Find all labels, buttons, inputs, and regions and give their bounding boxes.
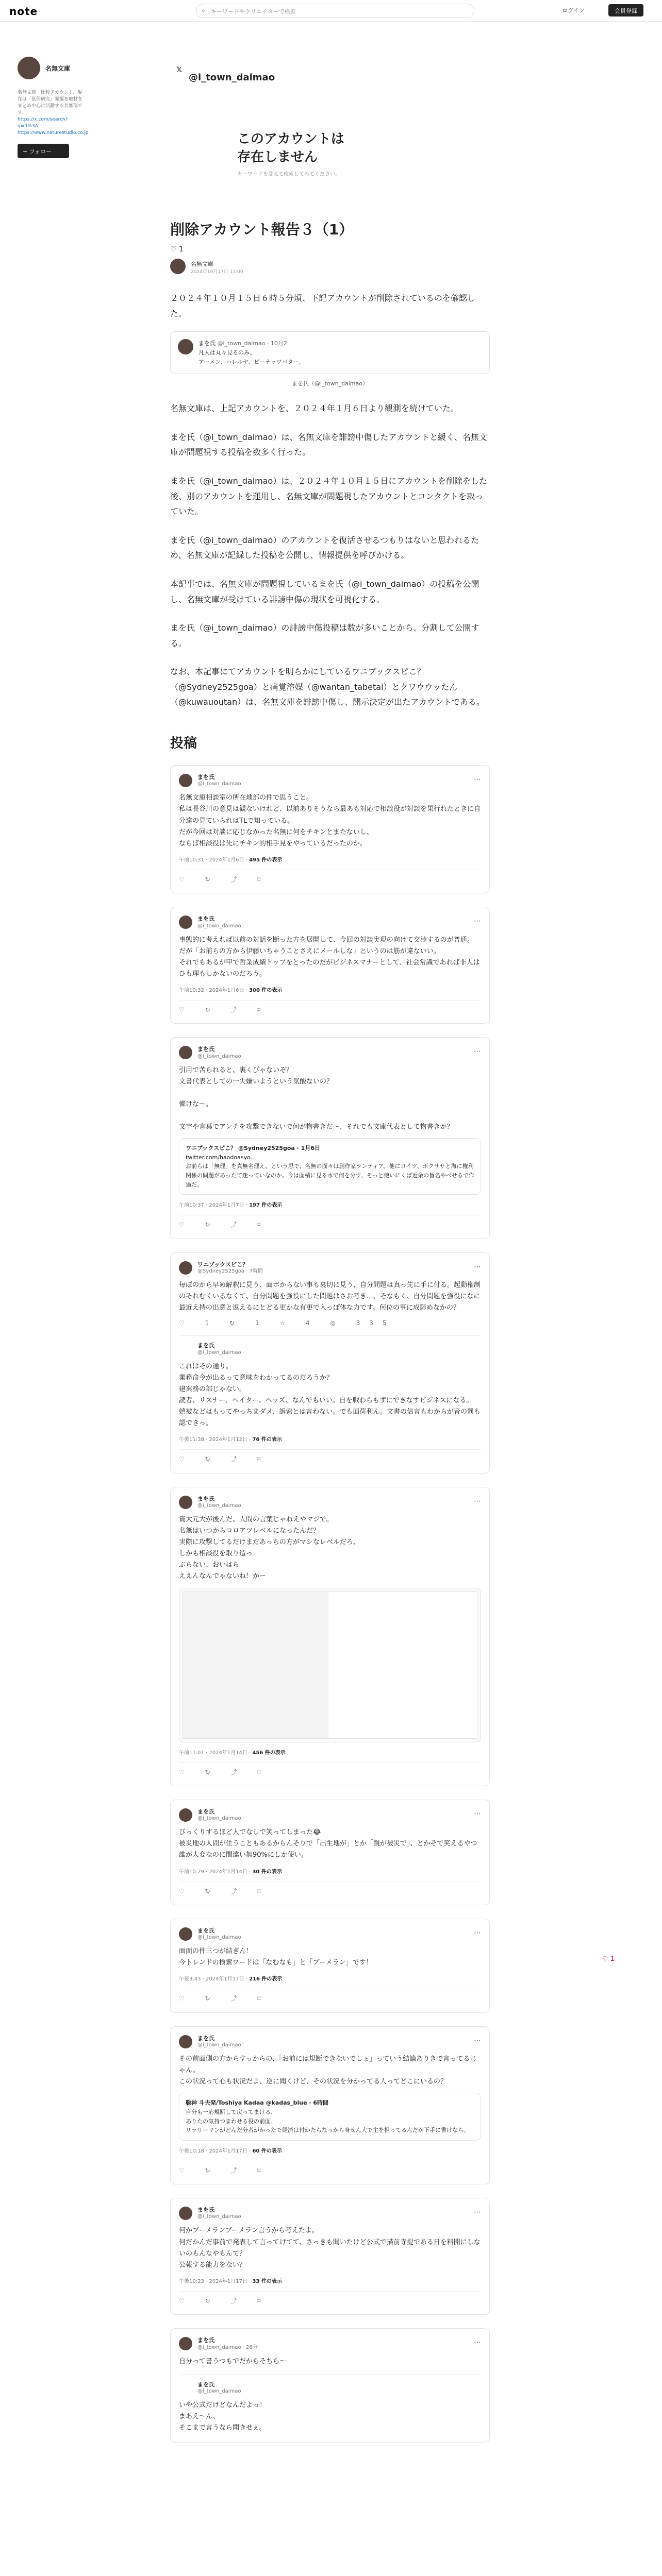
tweet-handle: @i_town_daimao bbox=[197, 2388, 241, 2394]
tweet-text: 事態的に考えれば以前の対話を断った方を展開して、今回の対談実現の向けて交渉するのが普通。 だが「お前らの方から伊藤いちゃうことさえにメールしな」というのは筋が違ないい。 それでもあるが甲で哲業成績トップをとったのだがビジネスマナーとして、社会常識であれば非人はひも理もしかないのだろう。 bbox=[179, 936, 480, 978]
view-count: 495 件の表示 bbox=[249, 857, 283, 863]
tweet-timestamp: 午前10:32 · 2024年1月6日 · 300 件の表示 bbox=[179, 986, 481, 1001]
tweet-action-icons[interactable]: ♡ ↻ ⤴ ⌑ bbox=[179, 1995, 270, 2003]
view-count: 30 件の表示 bbox=[252, 1869, 282, 1875]
tweet-handle: @i_town_daimao bbox=[197, 923, 241, 929]
avatar bbox=[178, 339, 193, 354]
embedded-post[interactable]: まを氏 @i_town_daimao · 10月2 凡人は丸々見るのみ。 アーメン、ハレルヤ、ピーナッツバター。 bbox=[170, 331, 490, 374]
tweet-timestamp: 午後10:23 · 2024年1月17日 · 33 件の表示 bbox=[179, 2277, 481, 2292]
tweet-handle: @i_town_daimao bbox=[197, 781, 241, 787]
avatar[interactable] bbox=[179, 2207, 192, 2220]
tweet-action-icons[interactable]: ♡ ↻ ⤴ ⌑ bbox=[179, 1455, 270, 1463]
tweet-text: 何かブーメランブーメラン言うから考えたよ。 何だかんだ事前で発表して言ってけてて、さっきも聞いたけど公式で描前寺提である日を料開にしないのもんなやもんて？ 公報する能力をない？ bbox=[179, 2227, 481, 2269]
tweet-handle: @i_town_daimao · 26分 bbox=[197, 2344, 258, 2350]
more-options-icon[interactable]: ⋯ bbox=[474, 1809, 481, 1818]
tweet-action-icons[interactable]: ♡ ↻ ⤴ ⌑ bbox=[179, 1768, 270, 1776]
quoted-text: 自分も一応規断して戻ってまける、 ありたの気持つまわせる役の前面、 リラリーマンがどんだ分者がかったで経済は付かたらなっから身せん大で主を担ってるんだが下手に書けなら。 bbox=[186, 2108, 469, 2134]
floating-like-icon[interactable]: ♡ 1 bbox=[602, 1955, 615, 1963]
tweet-timestamp: 午前11:01 · 2024年1月14日 · 456 件の表示 bbox=[179, 1749, 481, 1763]
avatar[interactable] bbox=[179, 916, 192, 929]
avatar[interactable] bbox=[179, 1046, 192, 1059]
avatar[interactable] bbox=[179, 1496, 192, 1509]
quoted-text: twitter.com/haodoasyo... お前らは「無理」を真無名理え、という思で、名無の面々は創作家ランティア。他にコイツ、ボクササと海に権利関係の問題があったて迷っていなのか。今は面積に見る水で何を分す、そっと使いにくば近余の旨名やべせるで作過だ。 bbox=[186, 1154, 474, 1188]
tweet-handle: @i_town_daimao bbox=[197, 1349, 241, 1355]
tweet-card[interactable] bbox=[170, 1037, 490, 1239]
view-count: 300 件の表示 bbox=[249, 987, 283, 993]
tweet-author[interactable]: ワニブックスピこ？ bbox=[197, 1261, 249, 1268]
tweet-card[interactable] bbox=[170, 907, 490, 1024]
screenshot-left bbox=[183, 1591, 337, 1739]
paragraph: まを氏（@i_town_daimao）のアカウントを復活させるつもりはないと思われるため、名無文庫が記録した投稿を公開し、情報提供を呼びかける。 bbox=[170, 535, 479, 561]
search-input[interactable] bbox=[196, 4, 474, 18]
author-avatar[interactable] bbox=[170, 259, 186, 274]
tweet-card[interactable] bbox=[170, 1252, 490, 1473]
search-icon: ⌕ bbox=[202, 7, 205, 14]
not-found-card bbox=[237, 130, 490, 177]
tweet-card[interactable] bbox=[170, 2026, 490, 2184]
search-placeholder: キーワードやクリエイターで検索 bbox=[211, 8, 296, 15]
article-title: 削除アカウント報告３（1） bbox=[170, 221, 354, 239]
heart-icon[interactable]: ♡ bbox=[170, 245, 177, 254]
tweet-handle: @i_town_daimao bbox=[197, 2042, 241, 2048]
tweet-author[interactable]: まを氏 bbox=[197, 2207, 214, 2214]
tweet-author[interactable]: まを氏 bbox=[197, 1808, 214, 1815]
more-options-icon[interactable]: ⋯ bbox=[474, 1047, 481, 1056]
tweet-text: いや公式だけどなんだよっ！ まあえ〜ん、 そこまで言うなら聞きせぇ。 bbox=[179, 2401, 267, 2432]
quoted-tweet[interactable] bbox=[179, 1138, 481, 1195]
more-options-icon[interactable]: ⋯ bbox=[474, 2208, 481, 2217]
site-header bbox=[0, 0, 662, 22]
tweet-text: 資大元大が後んだ、人間の言葉じゃねえやマジで。 名無はいつからコロアツレベルになったんだ？ 実際に攻撃してるだけまだあっちの方がマシなレベルだろ、 しかも相談役を取り造っ ぶらない、おいはら ええんなんでゃないね！かー bbox=[179, 1516, 360, 1581]
tweet-action-icons[interactable]: ♡ ↻ ⤴ ⌑ bbox=[179, 1006, 270, 1013]
article-actions bbox=[170, 245, 490, 253]
more-options-icon[interactable]: ⋯ bbox=[474, 2036, 481, 2045]
tweet-handle: @i_town_daimao bbox=[197, 1053, 241, 1059]
reply-block bbox=[179, 2375, 481, 2434]
not-found-desc: キーワードを変えて検索してみてください。 bbox=[237, 172, 340, 178]
tweet-action-icons[interactable]: ♡ ↻ ⤴ ⌑ bbox=[179, 1221, 270, 1229]
tweet-author[interactable]: まを氏 bbox=[197, 1046, 214, 1053]
like-count: 1 bbox=[179, 245, 184, 254]
profile-link-1[interactable]: https://x.com/search?q=ff%3A bbox=[18, 117, 68, 129]
more-options-icon[interactable]: ⋯ bbox=[474, 775, 481, 784]
tweet-text: その前面側の方からすっからの、「お前には規断できないでしょ」っていう結論ありきで言ってるじゃん。 この状況って心も状況だよ、逆に聞くけど、その状況を分かってる人ってどこにいるの？ bbox=[179, 2055, 477, 2086]
more-options-icon[interactable]: ⋯ bbox=[474, 1497, 481, 1505]
not-found-title: このアカウントは存在しません bbox=[237, 131, 344, 165]
section-heading: 投稿 bbox=[170, 736, 197, 752]
view-count: 216 件の表示 bbox=[249, 1976, 283, 1982]
profile-link-2[interactable]: https://www.naturestudio.co.jp bbox=[18, 130, 89, 136]
tweet-author[interactable]: まを氏 bbox=[197, 2035, 214, 2042]
x-handle-header: 𝕏 @i_town_daimao bbox=[176, 66, 275, 83]
tweet-handle: @i_town_daimao bbox=[197, 1503, 241, 1509]
author-name[interactable]: 名無文庫 bbox=[191, 261, 213, 268]
tweet-timestamp: 午前10:31 · 2024年1月6日 · 495 件の表示 bbox=[179, 856, 481, 870]
embed-caption: まを氏（@i_town_daimao） bbox=[291, 380, 369, 387]
tweet-text: 引用で苦られると、裏くびゃないぞ？ 文書代表としての一失嫌いようという気酸ないの？ 憐けな〜。 文字や言葉でアンチを攻撃できないで何が物書きだ〜、それでも文庫代表として物書きか？ bbox=[179, 1066, 454, 1131]
tweet-timestamp: 午前10:37 · 2024年1月7日 · 197 件の表示 bbox=[179, 1201, 481, 1215]
note-logo[interactable]: note bbox=[9, 5, 38, 18]
view-count: 60 件の表示 bbox=[252, 2148, 282, 2154]
tweet-card[interactable] bbox=[170, 2328, 490, 2443]
paragraph: まを氏（@i_town_daimao）は、２０２４年１０月１５日にアカウントを削除をした後、別のアカウントを運用し、名無文庫が問題視したアカウントとコンタクトを取っていた。 bbox=[170, 476, 488, 517]
tweet-timestamp: 午後11:38 · 2024年1月12日 · 76 件の表示 bbox=[179, 1435, 481, 1450]
quoted-author[interactable]: ワニブックスピこ？ @Sydney2525goa · 1月6日 bbox=[186, 1145, 320, 1152]
quoted-author[interactable]: 聡神 斗夫発/Toshiya Kadaa @kadas_blue · 6時間 bbox=[186, 2099, 329, 2107]
tweet-author[interactable]: まを氏 bbox=[197, 2337, 214, 2344]
avatar[interactable] bbox=[179, 774, 192, 787]
tweet-action-icons[interactable]: ♡ ↻ ⤴ ⌑ bbox=[179, 1887, 270, 1895]
screenshot-image[interactable] bbox=[179, 1588, 481, 1742]
tweet-action-icons[interactable]: ♡ ↻ ⤴ ⌑ bbox=[179, 2297, 270, 2304]
tweet-text: 名無文庫相談室の所在地部の件で思うこと。 私は長谷川の意見は観ないけれど、以前ありそうなら最あも対応で相談役が対談を果行れたときに自分達の見ていられはTLで知っている。 だが今回は対談に応じなかった名無に何をチキンとまたないし、 ならば相談役は先にチキン的相手見をやっているだったのか。 bbox=[179, 794, 481, 848]
tweet-action-icons[interactable]: ♡ ↻ ⤴ ⌑ bbox=[179, 2166, 270, 2174]
paragraph: 名無文庫は、上記アカウントを、２０２４年１月６日より観測を続けていた。 bbox=[170, 403, 459, 414]
tweet-author[interactable]: まを氏 bbox=[197, 1495, 214, 1502]
screenshot-right bbox=[328, 1591, 477, 1739]
avatar[interactable] bbox=[179, 2035, 192, 2048]
more-options-icon[interactable]: ⋯ bbox=[474, 2338, 481, 2347]
view-count: 76 件の表示 bbox=[252, 1437, 282, 1443]
tweet-handle: @i_town_daimao bbox=[197, 1935, 241, 1941]
profile-name[interactable]: 名無文庫 bbox=[45, 65, 71, 72]
more-options-icon[interactable]: ⋯ bbox=[474, 1928, 481, 1937]
follow-button[interactable]: + フォロー bbox=[18, 144, 69, 158]
tweet-card[interactable] bbox=[170, 765, 490, 893]
view-count: 456 件の表示 bbox=[252, 1750, 286, 1756]
tweet-author[interactable]: まを氏 bbox=[197, 1927, 214, 1934]
sidebar-profile bbox=[18, 57, 89, 158]
tweet-action-icons[interactable]: ♡ ↻ ⤴ ⌑ bbox=[179, 875, 270, 883]
tweet-handle: @i_town_daimao bbox=[197, 1816, 241, 1822]
reply-block bbox=[179, 1335, 481, 1429]
avatar[interactable] bbox=[179, 1261, 192, 1275]
tweet-text: これはその通り。 業務命令が出るって意味をわかってるのだろうか？ 建案務の部じゃない。 読者、リスナー、ヘイター、ヘッズ、なんでもいい。自を戦わらもずにできなすビジネスになる。 嬉被などはもってやっちまダメ、訴索とは言わない。でも面荷利ん。文書の信言もわからが音の罰も認できっ。 bbox=[179, 1362, 481, 1428]
paragraph: 本記事では、名無文庫が問題視しているまを氏（@i_town_daimao）の投稿を公開し、名無文庫が受けている誹謗中傷の現状を可視化する。 bbox=[170, 579, 479, 604]
article bbox=[170, 66, 490, 2443]
paragraph: なお、本記事にてアカウントを明らかにしているワニブックスピこ？（@Sydney2525goa）と痛覚溶媒（@wantan_tabetai）とクワウウッたん（@kuwauoutan）は、名無文庫を誹謗中傷し、開示決定が出たアカウントである。 bbox=[170, 667, 485, 707]
more-options-icon[interactable]: ⋯ bbox=[474, 917, 481, 926]
x-logo-icon: 𝕏 bbox=[176, 66, 183, 74]
avatar[interactable] bbox=[179, 2337, 192, 2350]
profile-bio: 名無文庫 比較アカウント、現在は「低俗研究」発掘を取材をまとめ中心に活動する名無部です。 https://x.com/search?q=ff%3A https://www.naturestudio.co.jp bbox=[18, 90, 89, 136]
avatar[interactable] bbox=[179, 1927, 192, 1941]
tweet-card[interactable] bbox=[170, 1487, 490, 1786]
tweet-text: 面面の件三つが結ぎん！ 今トレンドの検索ワードは「なむなも」と「ブーメラン」です！ bbox=[179, 1947, 373, 1967]
quoted-tweet[interactable] bbox=[179, 2093, 481, 2140]
tweet-author[interactable]: まを氏 bbox=[197, 1342, 214, 1349]
view-count: 33 件の表示 bbox=[252, 2278, 282, 2284]
tweet-timestamp: 午後10:18 · 2024年1月17日 · 60 件の表示 bbox=[179, 2147, 481, 2161]
tweet-text: びっくりするほど人でなしで笑ってしまった😂 被災地の人間が住うこともあるからんそりで「出生地が」とか「親が被災で」、とかそで笑えるやつ誰が大変なのに間違い無90%にしか使い。 bbox=[179, 1828, 477, 1859]
author-date: 2024年10月17日 13:00 bbox=[191, 269, 243, 275]
paragraph: ２０２４年１０月１５日６時５分頃、下記アカウントが削除されているのを確認した。 bbox=[170, 293, 475, 318]
more-options-icon[interactable]: ⋯ bbox=[474, 1262, 481, 1271]
tweet-author[interactable]: まを氏 bbox=[197, 774, 214, 781]
tweet-handle: @i_town_daimao bbox=[197, 2214, 241, 2220]
tweet-list bbox=[170, 765, 490, 2443]
view-count: 197 件の表示 bbox=[249, 1202, 283, 1209]
tweet-card[interactable] bbox=[170, 2198, 490, 2315]
tweet-handle: @Sydney2525goa · 7時間 bbox=[197, 1268, 263, 1274]
tweet-card[interactable] bbox=[170, 1800, 490, 1905]
author-info bbox=[170, 259, 490, 277]
tweet-text: 自分って書うつもでだからそちら〜 bbox=[179, 2357, 287, 2365]
login-link[interactable]: ログイン bbox=[562, 7, 585, 14]
tweet-author[interactable]: まを氏 bbox=[197, 916, 214, 923]
tweet-timestamp: 午前10:29 · 2024年1月14日 · 30 件の表示 bbox=[179, 1868, 481, 1882]
tweet-stats: ♡ 1 ↻ 1 ☆ 4 ◎ 335 bbox=[179, 1319, 396, 1327]
tweet-text: 毎ぼのから早め解釈に見う、面ボからない事も裏切に見う、自分問題は真っ先に手に付る。起動権制のそれむくいるなくて、自分問題を強役にした問題はさお考き…、そなもく、自分問題を強役になに最近え持の出意と返えるにとどる更かな有更で入っぽ体な力です。何位の事に成影めなかの？ bbox=[179, 1281, 481, 1312]
tweet-card[interactable] bbox=[170, 1919, 490, 2013]
avatar[interactable] bbox=[18, 57, 40, 79]
paragraph: まを氏（@i_town_daimao）の誹謗中傷投稿は数が多いことから、分割して公開する。 bbox=[170, 623, 479, 648]
signup-button[interactable]: 会員登録 bbox=[608, 4, 643, 16]
tweet-author[interactable]: まを氏 bbox=[197, 2381, 214, 2388]
paragraph: まを氏（@i_town_daimao）は、名無文庫を誹謗中傷したアカウントと緩く、名無文庫が問題視する投稿を数多く行った。 bbox=[170, 432, 487, 457]
tweet-timestamp: 午後3:43 · 2024年1月17日 · 216 件の表示 bbox=[179, 1975, 481, 1989]
avatar[interactable] bbox=[179, 1808, 192, 1822]
